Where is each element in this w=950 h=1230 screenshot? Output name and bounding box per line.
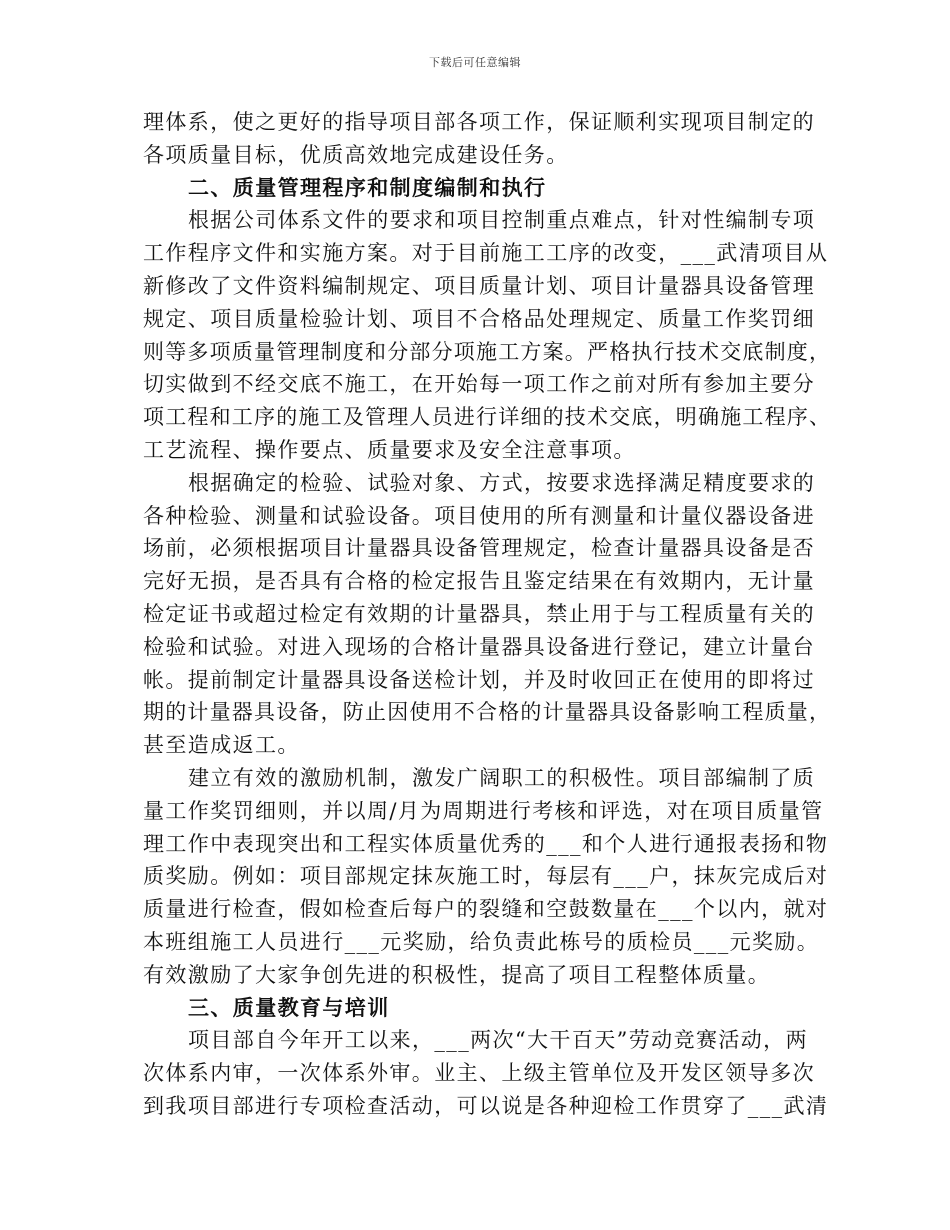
section-heading: 三、质量教育与培训 — [188, 994, 390, 1020]
text-line: 各种检验、测量和试验设备。项目使用的所有测量和计量仪器设备进 — [143, 503, 815, 528]
text-line: 甚至造成返工。 — [143, 733, 300, 758]
text-line: 项目部自今年开工以来，___两次“大干百天”劳动竞赛活动，两 — [188, 1028, 808, 1053]
text-line: 量工作奖罚细则，并以周/月为周期进行考核和评选，对在项目质量管 — [143, 798, 824, 823]
text-line: 根据确定的检验、试验对象、方式，按要求选择满足精度要求的 — [188, 470, 816, 495]
text-line: 工作程序文件和实施方案。对于目前施工工序的改变，___武清项目从 — [143, 241, 829, 266]
text-line: 有效激励了大家争创先进的积极性，提高了项目工程整体质量。 — [143, 962, 771, 987]
text-line: 完好无损，是否具有合格的检定报告且鉴定结果在有效期内，无计量 — [143, 569, 815, 594]
text-line: 质奖励。例如：项目部规定抹灰施工时，每层有___户，抹灰完成后对 — [143, 864, 829, 889]
text-line: 次体系内审，一次体系外审。业主、上级主管单位及开发区领导多次 — [143, 1061, 815, 1086]
text-line: 规定、项目质量检验计划、项目不合格品处理规定、质量工作奖罚细 — [143, 306, 815, 331]
text-line: 质量进行检查，假如检查后每户的裂缝和空鼓数量在___个以内，就对 — [143, 897, 829, 922]
section-heading: 二、质量管理程序和制度编制和执行 — [188, 174, 547, 200]
text-line: 检定证书或超过检定有效期的计量器具，禁止用于与工程质量有关的 — [143, 601, 815, 626]
text-line: 建立有效的激励机制，激发广阔职工的积极性。项目部编制了质 — [188, 765, 816, 790]
text-line: 帐。提前制定计量器具设备送检计划，并及时收回正在使用的即将过 — [143, 667, 815, 692]
text-line: 到我项目部进行专项检查活动，可以说是各种迎检工作贯穿了___武清 — [143, 1093, 829, 1118]
text-line: 理工作中表现突出和工程实体质量优秀的___和个人进行通报表扬和物 — [143, 831, 829, 856]
text-line: 理体系，使之更好的指导项目部各项工作，保证顺利实现项目制定的 — [143, 110, 815, 134]
text-line: 根据公司体系文件的要求和项目控制重点难点，针对性编制专项 — [188, 208, 816, 233]
text-line: 项工程和工序的施工及管理人员进行详细的技术交底，明确施工程序、 — [143, 405, 832, 430]
text-line: 则等多项质量管理制度和分部分项施工方案。严格执行技术交底制度， — [143, 339, 832, 364]
text-line: 场前，必须根据项目计量器具设备管理规定，检查计量器具设备是否 — [143, 536, 815, 561]
document-body — [143, 106, 833, 1123]
text-line: 各项质量目标，优质高效地完成建设任务。 — [143, 142, 569, 167]
text-line: 检验和试验。对进入现场的合格计量器具设备进行登记，建立计量台 — [143, 634, 815, 659]
page-header: 下载后可任意编辑 — [429, 56, 521, 69]
text-line: 新修改了文件资料编制规定、项目质量计划、项目计量器具设备管理 — [143, 273, 815, 298]
text-line: 期的计量器具设备，防止因使用不合格的计量器具设备影响工程质量， — [143, 700, 832, 725]
text-line: 本班组施工人员进行___元奖励，给负责此栋号的质检员___元奖励。 — [143, 929, 820, 954]
text-line: 切实做到不经交底不施工，在开始每一项工作之前对所有参加主要分 — [143, 372, 815, 397]
text-line: 工艺流程、操作要点、质量要求及安全注意事项。 — [143, 437, 636, 462]
